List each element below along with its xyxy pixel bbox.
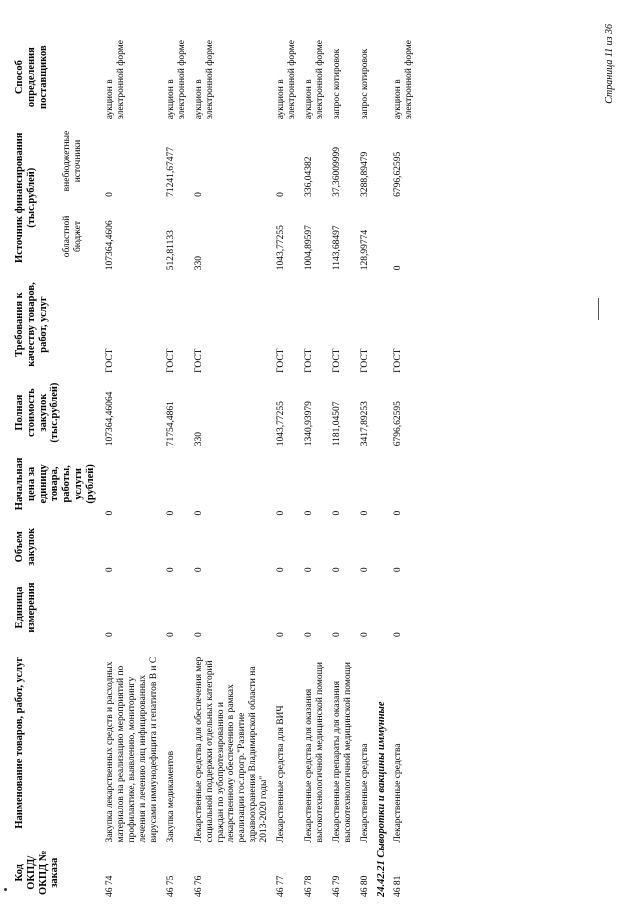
header-regional-budget: областной бюджет	[61, 215, 83, 258]
cell-cost: 3417,89253	[359, 401, 370, 447]
cell-extrabudgetary: 336,04382	[304, 156, 314, 197]
cell-unit: 0	[105, 632, 116, 638]
cell-name: Закупка медикаментов	[165, 750, 176, 843]
cell-volume: 0	[331, 567, 342, 573]
cell-price: 0	[105, 510, 116, 516]
table-row	[102, 32, 163, 900]
cell-requirements: ГОСТ	[193, 348, 204, 373]
cell-method: аукцион в электронной форме	[392, 40, 414, 120]
header-funding-source: Источник финансирования (тыс.рублей)	[14, 132, 37, 263]
cell-unit: 0	[331, 632, 342, 638]
cell-code: 46 79	[331, 875, 342, 897]
cell-regional: 512,81133	[165, 230, 176, 271]
cell-extrabudgetary: 0	[193, 192, 204, 197]
cell-unit: 0	[193, 632, 204, 638]
table-row	[163, 32, 191, 900]
header-name: Наименование товаров, работ, услуг	[14, 656, 25, 829]
cell-cost: 330	[193, 432, 204, 447]
cell-method: аукцион в электронной форме	[304, 40, 325, 120]
cell-price: 0	[165, 510, 176, 516]
cell-extrabudgetary: 0	[105, 192, 116, 197]
table-row	[390, 32, 418, 900]
cell-volume: 0	[105, 567, 116, 573]
table-row	[301, 32, 329, 900]
cell-unit: 0	[276, 632, 287, 638]
header-price: Начальная цена за единицу товара, работы, услуги (рублей)	[14, 457, 96, 511]
cell-price: 0	[392, 510, 403, 516]
cell-unit: 0	[165, 632, 176, 638]
cell-unit: 0	[392, 632, 403, 638]
cell-extrabudgetary: 6796,62595	[392, 151, 403, 197]
cell-price: 0	[359, 510, 370, 516]
header-unit: Единица измерения	[14, 582, 37, 633]
cell-method: запрос котировок	[331, 48, 342, 120]
cell-extrabudgetary: 0	[276, 192, 287, 197]
section-heading-row	[374, 32, 390, 900]
cell-method: аукцион в электронной форме	[165, 40, 187, 120]
cell-requirements: ГОСТ	[392, 348, 403, 373]
cell-name: Лекарственные препараты для оказания высокотехнологичной медицинской помощи	[331, 662, 353, 843]
cell-extrabudgetary: 71241,67477	[165, 146, 176, 197]
table-row	[273, 32, 301, 900]
cell-requirements: ГОСТ	[331, 348, 342, 373]
header-requirements: Требования к качеству товаров, работ, услуг	[14, 282, 49, 367]
cell-regional: 128,99774	[359, 229, 370, 271]
cell-code: 46 81	[392, 875, 403, 897]
cell-unit: 0	[359, 632, 370, 638]
header-cost: Полная стоимость закупок (тыс.рублей)	[14, 382, 61, 443]
cell-regional: 1043,77255	[276, 225, 287, 271]
cell-requirements: ГОСТ	[304, 348, 314, 373]
cell-unit: 0	[304, 632, 314, 638]
cell-volume: 0	[193, 567, 204, 573]
header-code: Код ОКПД/ ОКПД № заказа	[14, 850, 61, 895]
cell-code: 46 77	[276, 875, 287, 897]
table-row	[191, 32, 273, 900]
cell-name: Лекарственные средства	[359, 743, 370, 843]
cell-code: 46 76	[193, 875, 204, 897]
cell-cost: 6796,62595	[392, 401, 403, 447]
cell-code: 46 74	[105, 875, 116, 897]
cell-price: 0	[331, 510, 342, 516]
header-extrabudgetary: внебюджетные источники	[61, 130, 83, 192]
cell-cost: 1340,93979	[304, 401, 314, 447]
cell-code: 46 75	[165, 875, 176, 897]
cell-method: запрос котировок	[359, 48, 370, 120]
cell-code: 46 78	[304, 875, 314, 897]
cell-volume: 0	[392, 567, 403, 573]
cell-cost: 71754,4861	[165, 401, 176, 447]
cell-name: Закупка лекарственных средств и расходных материалов на реализацию мероприятий по профилактике, выявлению, мониторингу лечения и лечению лиц инфицированных вирусами иммунодефицита и гепатитов В и С	[105, 656, 159, 843]
cell-regional: 0	[392, 265, 403, 271]
header-method: Способ определения поставщиков	[14, 45, 49, 109]
cell-name: Лекарственные средства для оказания высокотехнологичной медицинской помощи	[304, 662, 325, 843]
scan-line-mark	[598, 298, 599, 320]
page-number: Страница 11 из 36	[604, 24, 615, 104]
cell-name: Лекарственные средства для ВИЧ	[276, 705, 287, 843]
table-row	[357, 32, 374, 900]
cell-regional: 330	[193, 255, 204, 271]
table-row	[329, 32, 357, 900]
cell-price: 0	[276, 510, 287, 516]
cell-extrabudgetary: 3288,89479	[359, 151, 370, 197]
cell-volume: 0	[276, 567, 287, 573]
procurement-table	[12, 32, 418, 900]
cell-method: аукцион в электронной форме	[276, 40, 298, 120]
cell-cost: 1043,77255	[276, 401, 287, 447]
cell-price: 0	[193, 510, 204, 516]
cell-method: аукцион в электронной форме	[105, 40, 127, 120]
cell-requirements: ГОСТ	[165, 348, 176, 373]
cell-extrabudgetary: 37,36009999	[331, 146, 342, 197]
cell-volume: 0	[165, 567, 176, 573]
cell-method: аукцион в электронной форме	[193, 40, 215, 120]
cell-name: Лекарственные средства	[392, 743, 403, 843]
header-volume: Объем закупок	[14, 527, 37, 566]
cell-price: 0	[304, 510, 314, 516]
section-heading: 24.42.21 Сыворотки и вакцины иммунные	[375, 701, 387, 897]
cell-regional: 1143,68497	[331, 225, 342, 271]
cell-code: 46 80	[359, 875, 370, 897]
cell-regional: 1004,89597	[304, 225, 314, 271]
cell-name: Лекарственные средства для обеспечения мер социальной поддержки отдельных категорий граждан по зубопротезированию и лекарственному обеспечению в рамках реализации гос.прогр."Развитие здравоохранения Владимирской области на 2013-2020 годы"	[193, 656, 270, 843]
cell-volume: 0	[359, 567, 370, 573]
cell-cost: 1181,04507	[331, 401, 342, 447]
cell-requirements: ГОСТ	[359, 348, 370, 373]
cell-cost: 107364,46064	[105, 391, 116, 447]
cell-volume: 0	[304, 567, 314, 573]
cell-requirements: ГОСТ	[105, 348, 116, 373]
scan-dot-mark	[4, 888, 7, 891]
cell-regional: 107364,4606	[105, 220, 116, 271]
table-header-row	[12, 32, 56, 900]
cell-requirements: ГОСТ	[276, 348, 287, 373]
